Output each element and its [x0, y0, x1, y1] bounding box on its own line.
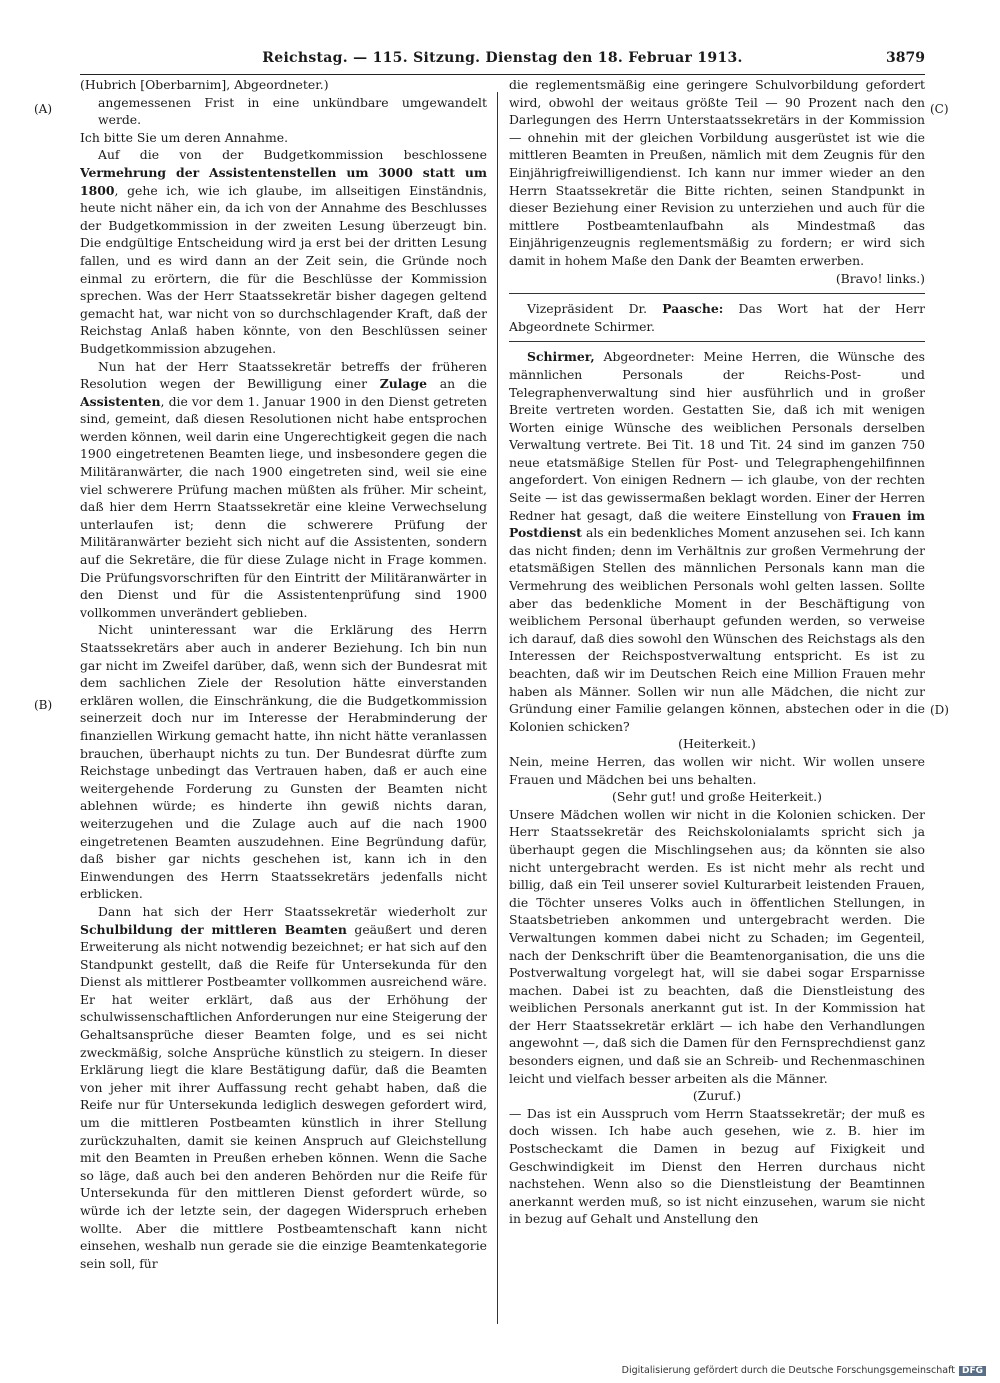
paragraph: — Das ist ein Ausspruch vom Herrn Staatssekretär; der muß es doch wissen. Ich habe auch gesehen, wie z. B. hier im Postscheckamt die Damen in bezug auf Fixigkeit und Geschwindigkeit im Dienst den Herren durchaus nicht nachstehen. Wenn also so die Dienstleistung der Beamtinnen anerkannt werden muß, so ist nicht einzusehen, warum sie nicht in bezug auf Gehalt und Anstellung den: [509, 1105, 925, 1227]
paragraph: Schirmer, Abgeordneter: Meine Herren, die Wünsche des männlichen Personals der Reichs-Post- und Telegraphenverwaltung sind hier ausführlich und in großer Breite vertreten worden. Gestatten Sie, daß ich mit wenigen Worten einige Wünsche des weiblichen Personals derselben Verwaltung vertrete. Bei Tit. 18 und Tit. 24 sind im ganzen 750 neue etatsmäßige Stellen für Post- und Telegraphengehilfinnen angefordert. Von einigen Rednern — ich glaube, von der rechten Seite — ist das gewissermaßen beklagt worden. Einer der Herren Redner hat gesagt, daß die weitere Einstellung von Frauen im Postdienst als ein bedenkliches Moment anzusehen sei. Ich kann das nicht finden; denn im Verhältnis zur großen Vermehrung der etatsmäßigen Stellen des männlichen Personals kann man die Vermehrung des weiblichen Personals wohl gelten lassen. Sollte aber das bedenkliche Moment in der Beschäftigung von weiblichem Personal überhaupt gefunden werden, so verweise ich darauf, daß dies sowohl den Wünschen des Reichstags als den Interessen der Reichspostverwaltung entspricht. Es ist zu beachten, daß wir im Deutschen Reich eine Million Frauen mehr haben als Männer. Sollen wir nun alle Mädchen, die nicht zur Gründung einer Familie gelangen können, abstechen oder in die Kolonien schicken?: [509, 349, 925, 734]
paragraph: Ich bitte Sie um deren Annahme.: [80, 129, 289, 145]
dfg-logo: DFG: [959, 1366, 986, 1376]
footer-credit: Digitalisierung gefördert durch die Deutsche Forschungsgemeinschaft: [621, 1365, 955, 1376]
paragraph: Vizepräsident Dr. Paasche: Das Wort hat der Herr Abgeordnete Schirmer.: [509, 301, 925, 334]
paragraph: angemessenen Frist in eine unkündbare umgewandelt werde.: [98, 94, 487, 128]
paragraph: Nicht uninteressant war die Erklärung des Herrn Staatssekretärs aber auch in anderer Beziehung. Ich bin nun gar nicht im Zweifel darüber, daß, wenn sich der Bundesrat mit dem sachlichen Ziele der Resolution hätte einverstanden erklären wollen, die Einschränkung, die die Budgetkommission seinerzeit doch nur im Interesse der Herabminderung der finanziellen Wirkung gemacht hatte, ihn nicht hätte veranlassen brauchen, überhaupt nichts zu tun. Der Bundesrat dürfte zum Reichstage unbedingt das Vertrauen haben, daß er auch eine weitergehende Forderung zu Gunsten der Beamten nicht ablehnen würde; es hinderte ihn gewiß nichts daran, weiterzugehen und die Zulage auch auf die nach 1900 eingetretenen Beamten auszudehnen. Eine Begründung dafür, daß bisher gar nichts geschehen ist, kann ich in den Einwendungen des Herrn Staatssekretärs jedenfalls nicht erblicken.: [80, 622, 487, 902]
applause-note: (Bravo! links.): [835, 270, 925, 286]
interjection: (Heiterkeit.): [678, 736, 756, 752]
margin-mark-d: (D): [930, 703, 949, 717]
paragraph: Nun hat der Herr Staatssekretär betreffs der früheren Resolution wegen der Bewilligung einer Zulage an die Assistenten, die vor dem 1. Januar 1900 in den Dienst getreten sind, gemeint, daß diesen Resolutionen nicht habe entsprochen werden können, weil darin eine Ungerechtigkeit gegen die nach 1900 eingetretenen Beamten liege, und insbesondere gegen die Militäranwärter, die nach 1900 eingetreten sind, weil sie eine viel schwerere Prüfung machen müßten als früher. Mir scheint, daß hier dem Herrn Staatssekretär eine kleine Verwechselung unterlaufen ist; denn die schwerere Prüfung der Militäranwärter bezieht sich nicht auf die Assistenten, sondern auf die Sekretäre, die für diese Zulage nicht in Frage kommen. Die Prüfungsvorschriften für den Eintritt der Militäranwärter in den Dienst und für die Assistentenprüfung sind 1900 vollkommen unverändert geblieben.: [80, 358, 487, 620]
bold-term: Frauen im Postdienst: [509, 507, 925, 541]
footer: [622, 1365, 986, 1376]
paragraph: Auf die von der Budgetkommission beschlossene Vermehrung der Assistentenstellen um 3000 statt um 1800, gehe ich, wie ich glaube, im allseitigen Einständnis, heute nicht näher ein, da ich von der Annahme des Beschlusses der Budgetkommission in der zweiten Lesung überzeugt bin. Die endgültige Entscheidung wird ja erst bei der dritten Lesung fallen, und es wird dann an der Zeit sein, die Gründe noch einmal zu erörtern, die für die Beschlüsse der Kommission sprechen. Was der Herr Staatssekretär bisher dagegen geltend gemacht hat, war nicht von so durchschlagender Kraft, daß der Reichstag Anlaß haben könnte, von den Beschlüssen seiner Budgetkommission abzugehen.: [80, 147, 487, 356]
margin-mark-b: (B): [34, 698, 53, 712]
paragraph: Unsere Mädchen wollen wir nicht in die Kolonien schicken. Der Herr Staatssekretär des Reichskolonialamts spricht sich ja überhaupt gegen die Mischlingsehen aus; da könnten sie also nicht untergebracht werden. Es ist nicht mehr als recht und billig, daß ein Teil unserer soviel Kulturarbeit leistenden Frauen, die Töchter unseres Volks auch in öffentlichen Stellungen, in Staatsbetrieben ankommen und untergebracht werden. Die Verwaltungen kommen dabei nicht zu Schaden; im Gegenteil, nach der Denkschrift über die Beamtenorganisation, die uns die Postverwaltung vorgelegt hat, will sie dabei sogar Ersparnisse machen. Dabei ist zu beachten, daß die Dienstleistung des weiblichen Personals anerkannt gut ist. In der Kommission hat der Herr Staatssekretär erklärt — ich habe den Verhandlungen angewohnt —, daß sich die Damen für den Fernsprechdienst ganz besonders eignen, und daß sie an Schreib- und Rechenmaschinen leicht und vielfach besser arbeiten als die Männer.: [509, 806, 925, 1086]
page-header: [80, 50, 925, 75]
right-column: [509, 76, 925, 1326]
interjection: (Zuruf.): [692, 1088, 742, 1104]
page-number: 3879: [886, 50, 925, 66]
margin-mark-c: (C): [930, 102, 949, 116]
paragraph: die reglementsmäßig eine geringere Schulvorbildung gefordert wird, obwohl der weitaus größte Teil — 90 Prozent nach den Darlegungen des Herrn Unterstaatssekretärs in der Kommission — ohnehin mit der gleichen Vorbildung ausgerüstet ist wie die mittleren Beamten in Preußen, nämlich mit dem Zeugnis für den Einjährigfreiwilligendienst. Ich kann nur immer wieder an den Herrn Staatssekretär die Bitte richten, seinen Standpunkt in dieser Beziehung einer Revision zu unterziehen und auch für die mittlere Postbeamtenlaufbahn als Mindestmaß das Einjährigenzeugnis reglementsmäßig zu fordern; er wird sich damit in hohem Maße den Dank der Beamten erwerben.: [509, 77, 925, 268]
speaker-separator: [509, 293, 925, 294]
paragraph: Nein, meine Herren, das wollen wir nicht. Wir wollen unsere Frauen und Mädchen bei uns behalten.: [509, 753, 925, 787]
speaker-name: Schirmer,: [527, 349, 595, 365]
bold-term: Assistenten: [80, 393, 161, 409]
running-title: Reichstag. — 115. Sitzung. Dienstag den 18. Februar 1913.: [262, 50, 743, 66]
margin-mark-a: (A): [34, 102, 53, 116]
bold-term: Vermehrung der Assistentenstellen um 3000 statt um 1800: [80, 164, 487, 198]
paragraph: Dann hat sich der Herr Staatssekretär wiederholt zur Schulbildung der mittleren Beamten geäußert und deren Erweiterung als nicht notwendig bezeichnet; er hat sich auf den Standpunkt gestellt, daß die Reife für Untersekunda für den Dienst als mittlerer Postbeamter vollkommen ausreichend wäre. Er hat weiter erklärt, daß aus der Erhöhung der schulwissenschaftlichen Anforderungen nur eine Steigerung der Gehaltsansprüche dieser Beamten folge, und es sei nicht zweckmäßig, solche Ansprüche künstlich zu steigern. In dieser Erklärung liegt die klare Bestätigung dafür, daß die Beamten von jeher mit ihrer Auffassung recht gehabt haben, daß die Reife nur für Untersekunda lediglich deswegen gefordert wird, um die mittleren Postbeamten künstlich in ihrer Stellung zurückzuhalten, damit sie keinen Anspruch auf Gleichstellung mit den Beamten in Preußen erheben können. Wenn die Sache so läge, daß auch bei den anderen Behörden nur die Reife für Untersekunda für den mittleren Dienst gefordert würde, so würde ich der letzte sein, der dagegen Widerspruch erheben wollte. Aber die mittlere Postbeamtenschaft kann nicht einsehen, weshalb nun gerade sie die einzige Beamtenkategorie sein soll, für: [80, 903, 487, 1271]
column-divider: [497, 92, 498, 1324]
left-column: [80, 76, 487, 1326]
speaker-separator: [509, 341, 925, 342]
bold-term: Schulbildung der mittleren Beamten: [80, 921, 347, 937]
interjection: (Sehr gut! und große Heiterkeit.): [612, 789, 822, 805]
speaker-continuation: (Hubrich [Oberbarnim], Abgeordneter.): [80, 77, 329, 92]
bold-term: Zulage: [379, 376, 428, 392]
speaker-name: Paasche:: [662, 301, 724, 317]
